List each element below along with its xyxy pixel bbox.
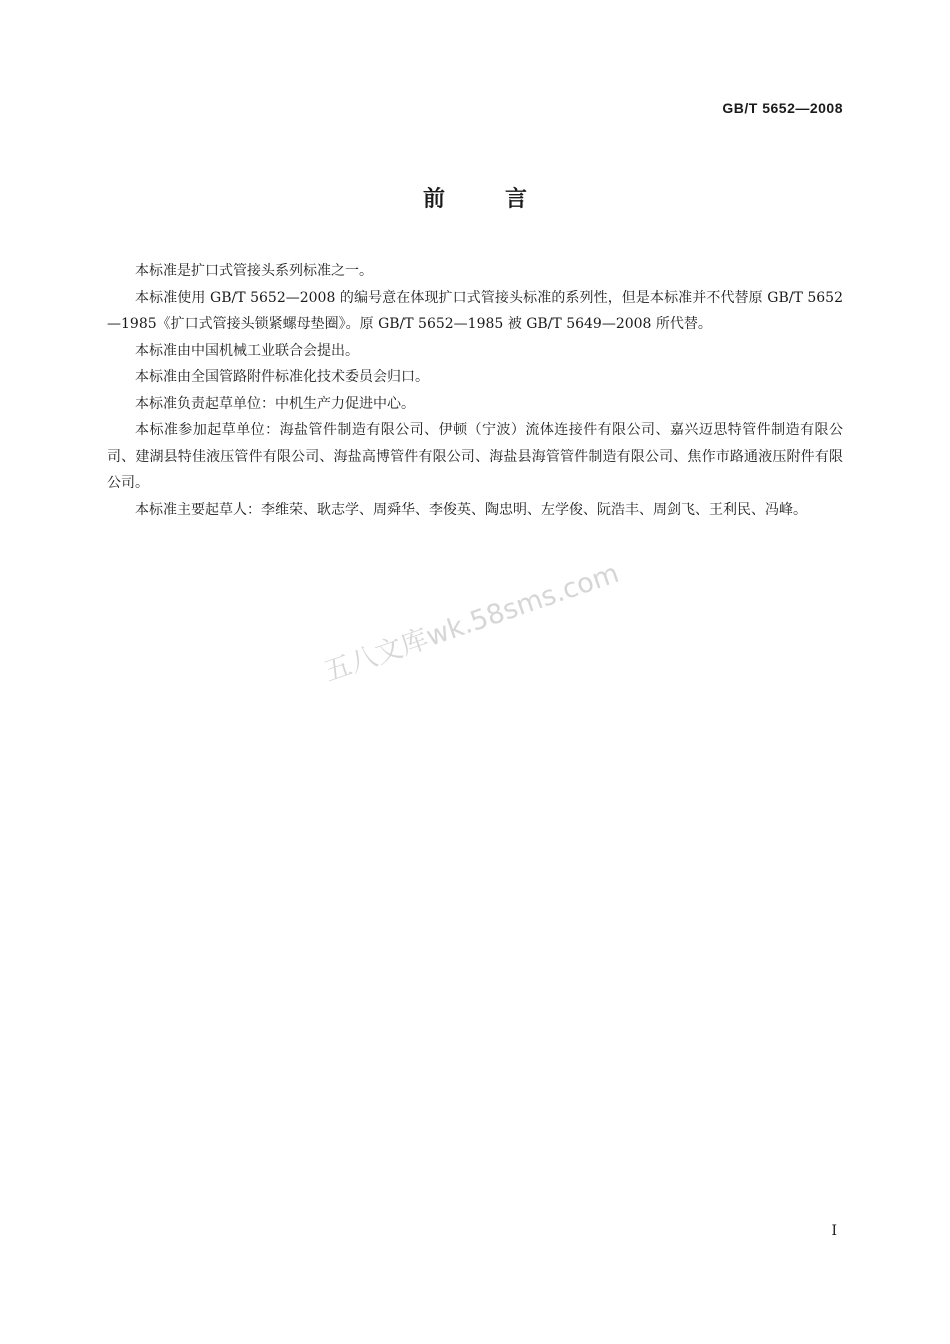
paragraph: 本标准使用 GB/T 5652—2008 的编号意在体现扩口式管接头标准的系列性，但是本标准并不代替原 GB/T 5652—1985《扩口式管接头锁紧螺母垫圈》。原 GB/T 5652—1985 被 GB/T 5649—2008 所代替。 — [107, 289, 843, 332]
paragraph: 本标准是扩口式管接头系列标准之一。 — [135, 263, 373, 279]
paragraph: 本标准由全国管路附件标准化技术委员会归口。 — [135, 369, 429, 385]
watermark: 五八文库wk.58sms.com — [320, 557, 623, 688]
standard-code: GB/T 5652—2008 — [722, 100, 843, 116]
page-title: 前言 — [422, 187, 587, 212]
paragraph: 本标准由中国机械工业联合会提出。 — [135, 342, 359, 359]
paragraph: 本标准主要起草人：李维荣、耿志学、周舜华、李俊英、陶忠明、左学俊、阮浩丰、周剑飞、王利民、冯峰。 — [135, 501, 807, 518]
foreword-body — [107, 258, 843, 523]
paragraph: 本标准负责起草单位：中机生产力促进中心。 — [135, 395, 415, 412]
page-number: I — [831, 1223, 837, 1239]
paragraph: 本标准参加起草单位：海盐管件制造有限公司、伊顿（宁波）流体连接件有限公司、嘉兴迈思特管件制造有限公司、建湖县特佳液压管件有限公司、海盐高博管件有限公司、海盐县海管管件制造有限公司、焦作市路通液压附件有限公司。 — [107, 422, 843, 491]
